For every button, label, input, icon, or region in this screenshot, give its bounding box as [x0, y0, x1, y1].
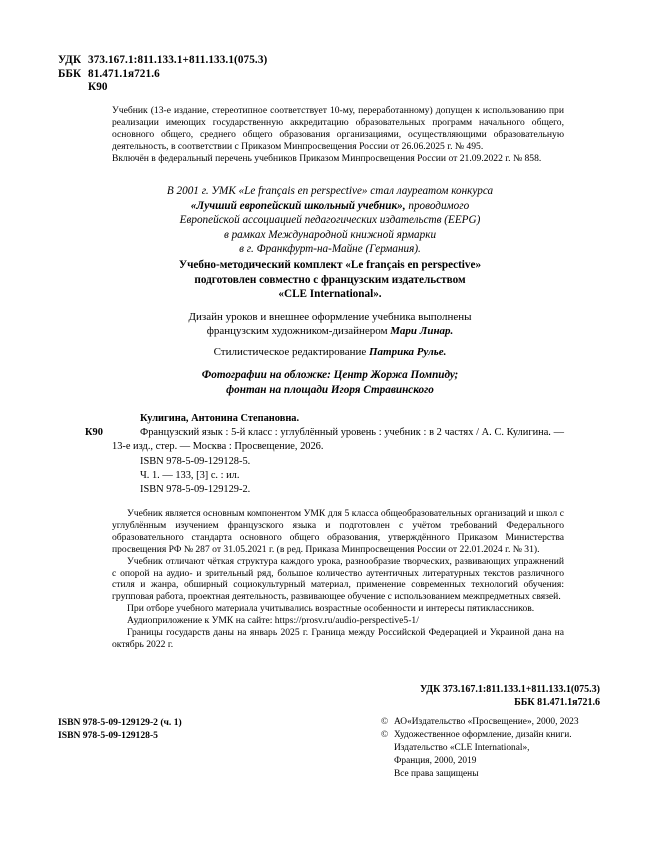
- stylistic-editing-credit: [95, 345, 565, 359]
- cip-author: Кулигина, Антонина Степановна.: [140, 413, 300, 424]
- copyright-line-publisher: [381, 716, 631, 729]
- udk-label-top: УДК: [58, 54, 82, 66]
- design-line-2-prefix: французским художником-дизайнером: [206, 325, 391, 338]
- copyright-line-cle: [381, 742, 631, 755]
- cip-record: [85, 412, 564, 497]
- stylistic-editor-name: Патрика Рулье.: [369, 346, 447, 358]
- photo-credit-line-1: Фотографии на обложке: Центр Жоржа Помпиду;: [201, 369, 459, 381]
- bbk-row-bottom: ББК 81.471.1я721.6: [514, 697, 600, 708]
- copyright-icon-2: ©: [381, 730, 389, 740]
- umk-line-1: Учебно-методический комплект «Le français en perspective»: [178, 259, 482, 271]
- annotation-paragraph-2: Учебник отличают чёткая структура каждого урока, разнообразие творческих, развивающих упражнений с опорой на аудио- и зрительный ряд, большое количество аутентичных литературных текстов различного стиля и жанра, обширный социокультурный материал, применение современных технологий обучения: групповая работа, проектная деятельность, развивающее обучение с использованием межпредметных связей.: [112, 555, 564, 603]
- copyright-design-text: Художественное оформление, дизайн книги.: [394, 730, 572, 740]
- award-line-3: Европейской ассоциацией педагогических издательств (EEPG): [179, 214, 481, 227]
- copyright-cle-text: Издательство «CLE International»,: [394, 743, 530, 753]
- copyright-publisher-text: АО«Издательство «Просвещение», 2000, 2023: [394, 717, 579, 727]
- udk-value-top: 373.167.1:811.133.1+811.133.1(075.3): [88, 54, 268, 66]
- annotation-block: [112, 508, 564, 651]
- award-line-5: в г. Франкфурт-на-Майне (Германия).: [239, 243, 421, 256]
- designer-name: Мари Линар.: [390, 325, 454, 338]
- umk-line-2: подготовлен совместно с французским издательством: [194, 273, 466, 286]
- copyright-rights-text: Все права защищены: [394, 769, 479, 779]
- udk-row-top: [58, 54, 267, 68]
- cip-title-statement: Французский язык : 5-й класс : углублённый уровень : учебник : в 2 частях / А. С. Кулигина. — 13-е изд., стер. — Москва : Просвещение, 2026.: [112, 427, 564, 453]
- photo-credit-line-2: фонтан на площади Игоря Стравинского: [226, 383, 434, 396]
- annotation-borders-note: Границы государств даны на январь 2025 г. Граница между Российской Федерацией и Украиной дана на октябрь 2022 г.: [112, 627, 564, 650]
- copyright-france-text: Франция, 2000, 2019: [394, 756, 477, 766]
- approval-paragraph-1: Учебник (13-е издание, стереотипное соответствует 10-му, переработанному) допущен к использованию при реализации имеющих государственную аккредитацию образовательных программ начального общего, основного общего, среднего общего образования организациями, осуществляющими образовательную деятельность, в соответствии с Приказом Минпросвещения России от 26.06.2025 г. № 495.: [112, 105, 564, 152]
- cover-photo-credit: [95, 368, 565, 397]
- umk-line-3: «CLE International».: [278, 288, 382, 301]
- classification-codes-bottom: [350, 683, 600, 709]
- footer-copyright-block: [381, 716, 631, 781]
- approval-statement: [112, 105, 564, 165]
- footer-isbn-block: [58, 716, 182, 742]
- cip-part-statement: Ч. 1. — 133, [3] с. : ил.: [140, 469, 240, 481]
- award-block: [95, 184, 565, 257]
- approval-paragraph-2: Включён в федеральный перечень учебников Приказом Минпросвещения России от 21.09.2022 г. № 858.: [112, 152, 542, 164]
- classification-codes-top: [58, 54, 267, 95]
- award-title: «Лучший европейский школьный учебник»,: [190, 199, 406, 212]
- copyright-line-design: [381, 729, 631, 742]
- cip-author-mark: К90: [85, 427, 103, 439]
- footer-isbn-main: ISBN 978-5-09-129128-5: [58, 730, 158, 741]
- design-credit: [95, 310, 565, 339]
- award-line-1: В 2001 г. УМК «Le français en perspective» стал лауреатом конкурса: [166, 185, 494, 197]
- udk-row-bottom: УДК 373.167.1:811.133.1+811.133.1(075.3): [419, 684, 600, 695]
- design-line-2: [95, 324, 565, 338]
- award-line-4: в рамках Международной книжной ярмарки: [223, 228, 437, 241]
- annotation-audio-link[interactable]: Аудиоприложение к УМК на сайте: https://prosv.ru/audio-perspective5-1/: [127, 615, 419, 627]
- award-line-2: [95, 199, 565, 214]
- bbk-label-top: ББК: [58, 67, 82, 80]
- umk-partnership-block: [95, 258, 565, 302]
- copyright-line-france: [381, 755, 631, 768]
- author-mark-top: К90: [88, 81, 108, 94]
- copyright-line-rights: [381, 768, 631, 781]
- bbk-row-top: [58, 68, 267, 82]
- footer-isbn-part: ISBN 978-5-09-129129-2 (ч. 1): [58, 717, 182, 728]
- cip-isbn-part: ISBN 978-5-09-129129-2.: [140, 484, 251, 496]
- annotation-paragraph-1: Учебник является основным компонентом УМК для 5 класса общеобразовательных организаций и школ с углублённым изучением французского языка и подготовлен с учётом требований Федерального образовательного стандарта основного общего образования, утверждённого Приказом Министерства просвещения РФ № 287 от 31.05.2021 г. (в ред. Приказа Минпросвещения России от 22.01.2024 г. № 31).: [112, 508, 564, 555]
- annotation-paragraph-3: При отборе учебного материала учитывались возрастные особенности и интересы пятиклассников.: [127, 603, 535, 615]
- styling-prefix: Стилистическое редактирование: [213, 346, 369, 358]
- design-line-1: Дизайн уроков и внешнее оформление учебника выполнены: [188, 311, 472, 323]
- bbk-value-top: 81.471.1я721.6: [88, 67, 160, 80]
- cip-isbn-main: ISBN 978-5-09-129128-5.: [140, 455, 251, 467]
- award-line-2-tail: проводимого: [405, 199, 470, 212]
- copyright-icon-1: ©: [381, 717, 389, 727]
